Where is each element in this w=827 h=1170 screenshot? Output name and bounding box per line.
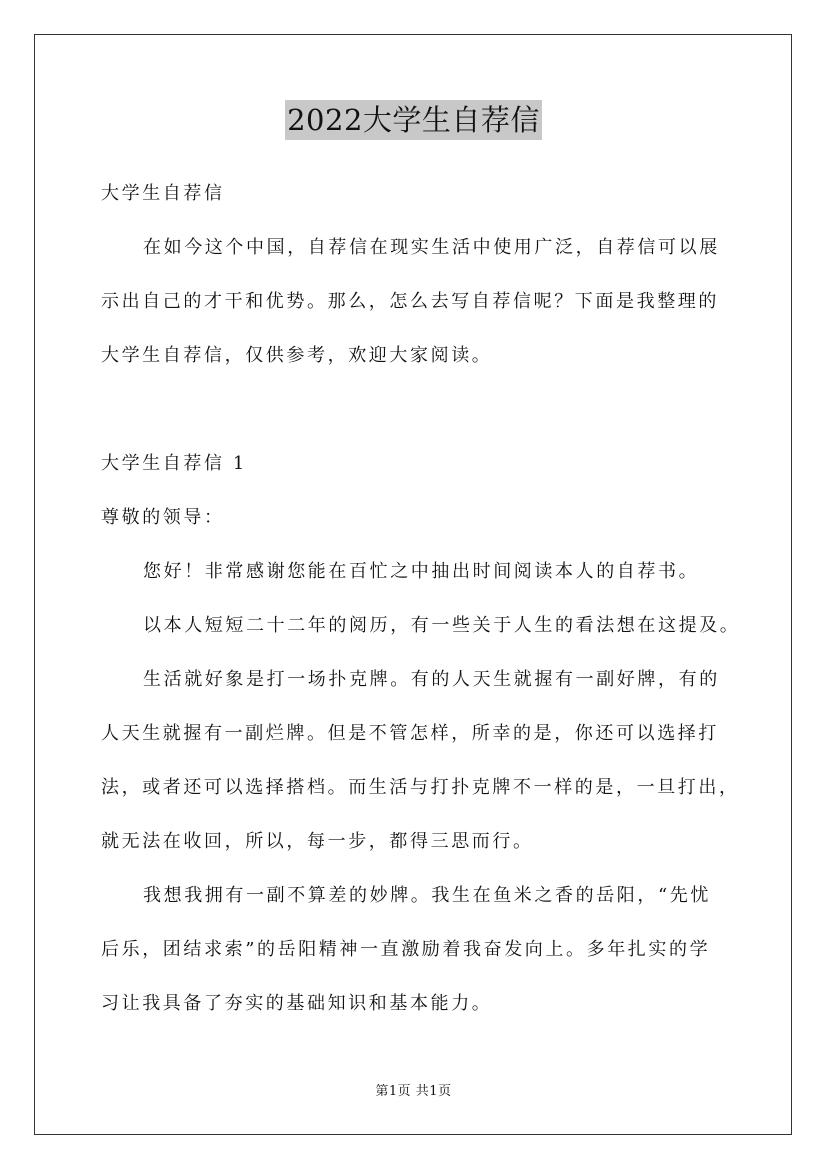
body-line: 生活就好象是打一场扑克牌。有的人天生就握有一副好牌，有的 bbox=[143, 669, 720, 690]
intro-line: 在如今这个中国，自荐信在现实生活中使用广泛，自荐信可以展 bbox=[143, 237, 720, 258]
body-line: 法，或者还可以选择搭档。而生活与打扑克牌不一样的是，一旦打出， bbox=[101, 777, 740, 798]
salutation: 尊敬的领导： bbox=[101, 507, 225, 528]
letter-heading: 大学生自荐信 bbox=[101, 183, 225, 204]
body-line: 习让我具备了夯实的基础知识和基本能力。 bbox=[101, 993, 493, 1014]
body-line: 后乐，团结求索”的岳阳精神一直激励着我奋发向上。多年扎实的学 bbox=[101, 939, 711, 960]
section-title: 大学生自荐信 1 bbox=[101, 453, 247, 474]
body-line: 您好！非常感谢您能在百忙之中抽出时间阅读本人的自荐书。 bbox=[143, 561, 700, 582]
body-line: 我想我拥有一副不算差的妙牌。我生在鱼米之香的岳阳，“先忧 bbox=[143, 885, 711, 906]
body-line: 人天生就握有一副烂牌。但是不管怎样，所幸的是，你还可以选择打 bbox=[101, 723, 719, 744]
intro-line: 大学生自荐信，仅供参考，欢迎大家阅读。 bbox=[101, 345, 493, 366]
page-indicator: 第1页 共1页 bbox=[375, 1084, 452, 1099]
body-line: 以本人短短二十二年的阅历，有一些关于人生的看法想在这提及。 bbox=[143, 615, 741, 636]
title-container bbox=[0, 100, 827, 140]
body-line: 就无法在收回，所以，每一步，都得三思而行。 bbox=[101, 831, 534, 852]
intro-line: 示出自己的才干和优势。那么，怎么去写自荐信呢？下面是我整理的 bbox=[101, 291, 719, 312]
document-title: 2022大学生自荐信 bbox=[285, 100, 542, 140]
